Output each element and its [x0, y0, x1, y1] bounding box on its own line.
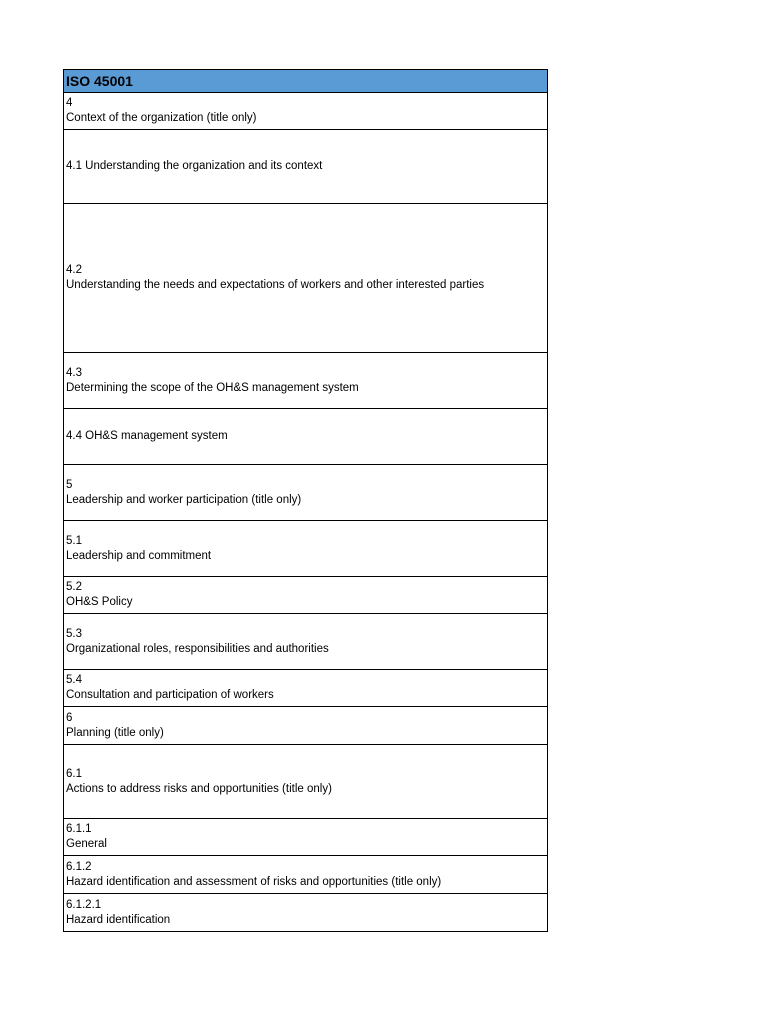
table-row [64, 93, 547, 130]
clause-title: General [66, 838, 107, 850]
clause-number: 4.3 [66, 366, 82, 379]
clause-title: Understanding the needs and expectations of workers and other interested parties [66, 279, 485, 291]
clause-number: 6.1.2.1 [66, 898, 102, 911]
clause-title: Organizational roles, responsibilities and authorities [66, 642, 329, 655]
table-row [64, 409, 547, 465]
clause-title: Context of the organization (title only) [66, 112, 257, 124]
table-row [64, 465, 547, 521]
clause-number: 5.3 [66, 627, 82, 640]
clause-title: Planning (title only) [66, 726, 164, 739]
clause-number: 6.1 [66, 767, 82, 780]
clause-number: 6 [66, 711, 73, 724]
table-row [64, 670, 547, 707]
clause-title: Hazard identification and assessment of risks and opportunities (title only) [66, 875, 442, 888]
table-row [64, 745, 547, 819]
clause-title: Determining the scope of the OH&S management system [66, 381, 359, 394]
clause-number: 5.4 [66, 674, 82, 686]
clause-title: Actions to address risks and opportunities (title only) [66, 782, 332, 795]
table-row [64, 819, 547, 856]
table-row [64, 204, 547, 353]
clause-number: 5 [66, 478, 73, 491]
table-row [64, 577, 547, 614]
table-header: ISO 45001 [64, 70, 547, 93]
clause-title: Leadership and worker participation (title only) [66, 493, 302, 506]
table-row [64, 130, 547, 204]
clause-title: Hazard identification [66, 913, 171, 926]
clause-number: 4.2 [66, 264, 82, 276]
table-row [64, 353, 547, 409]
clause-title: Leadership and commitment [66, 549, 212, 562]
table-row [64, 894, 547, 931]
table-row [64, 856, 547, 894]
clause-number: 6.1.1 [66, 823, 92, 835]
clause-title: OH&S Policy [66, 596, 133, 608]
clause-number: 5.1 [66, 534, 82, 547]
table-row [64, 614, 547, 670]
table-row [64, 707, 547, 745]
clause-title: 4.1 Understanding the organization and its context [66, 160, 323, 172]
clause-number: 4 [66, 97, 73, 109]
clause-number: 6.1.2 [66, 860, 92, 873]
clause-number: 5.2 [66, 581, 82, 593]
iso-clause-table [63, 69, 548, 932]
table-row [64, 521, 547, 577]
clause-title: Consultation and participation of workers [66, 689, 274, 701]
clause-title: 4.4 OH&S management system [66, 430, 228, 442]
